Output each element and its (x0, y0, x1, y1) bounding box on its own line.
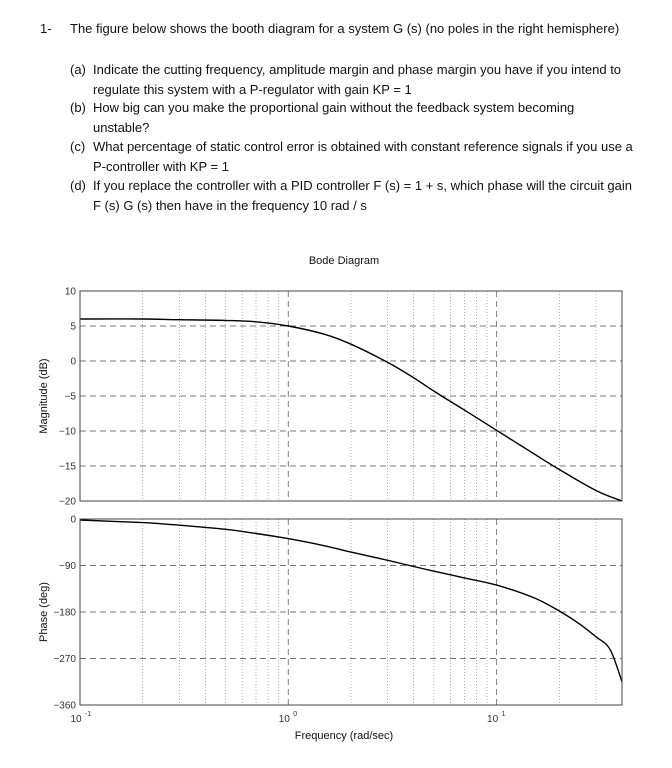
frequency-tick-label: 10 (70, 714, 82, 725)
phase-tick-label: −90 (59, 561, 76, 572)
phase-tick-label: −180 (53, 607, 76, 619)
magnitude-tick-label: −15 (59, 461, 76, 473)
phase-tick-label: −360 (53, 700, 76, 712)
phase-tick-labels (53, 515, 76, 712)
question-text: The figure below shows the booth diagram for a system G (s) (no poles in the right hemisphere) (70, 21, 620, 36)
magnitude-tick-label: 0 (70, 356, 76, 368)
question-number: 1- (40, 21, 52, 36)
magnitude-tick-label: −10 (59, 426, 76, 438)
magnitude-curve (80, 319, 622, 501)
phase-tick-label: −270 (53, 654, 76, 665)
chart-title: Bode Diagram (308, 255, 380, 267)
phase-grid (80, 519, 622, 705)
part-a-text: Indicate the cutting frequency, amplitude margin and phase margin you have if you intend to regulate this system with a P-regulator with gain KP = 1 (93, 62, 622, 97)
frequency-tick-exponent: -1 (85, 711, 92, 718)
magnitude-tick-labels (59, 287, 76, 508)
magnitude-ylabel: Magnitude (dB) (38, 358, 50, 434)
part-d-text: If you replace the controller with a PID controller F (s) = 1 + s, which phase will the circuit gain F (s) G (s) then have in the frequency 10 rad / s (93, 178, 633, 213)
frequency-tick-labels (70, 711, 505, 725)
part-d-label: (d) (70, 178, 86, 193)
phase-tick-label: 0 (70, 514, 76, 526)
magnitude-tick-label: −5 (64, 391, 76, 403)
magnitude-grid (80, 291, 622, 501)
part-c-label: (c) (70, 139, 86, 154)
magnitude-tick-label: 5 (70, 321, 76, 333)
part-b-label: (b) (70, 100, 86, 115)
frequency-tick-label: 10 (487, 714, 499, 725)
part-c-text: What percentage of static control error is obtained with constant reference signals if you use a P-controller with KP = 1 (93, 139, 633, 174)
frequency-tick-exponent: 0 (293, 711, 298, 718)
magnitude-tick-label: 10 (64, 286, 76, 298)
frequency-xlabel: Frequency (rad/sec) (294, 730, 394, 742)
part-a-label: (a) (70, 62, 86, 77)
frequency-tick-label: 10 (278, 714, 290, 725)
part-b-text: How big can you make the proportional gain without the feedback system becoming unstable? (93, 100, 575, 135)
phase-ylabel: Phase (deg) (38, 582, 50, 642)
magnitude-tick-label: −20 (59, 496, 76, 508)
frequency-tick-exponent: 1 (501, 711, 506, 718)
